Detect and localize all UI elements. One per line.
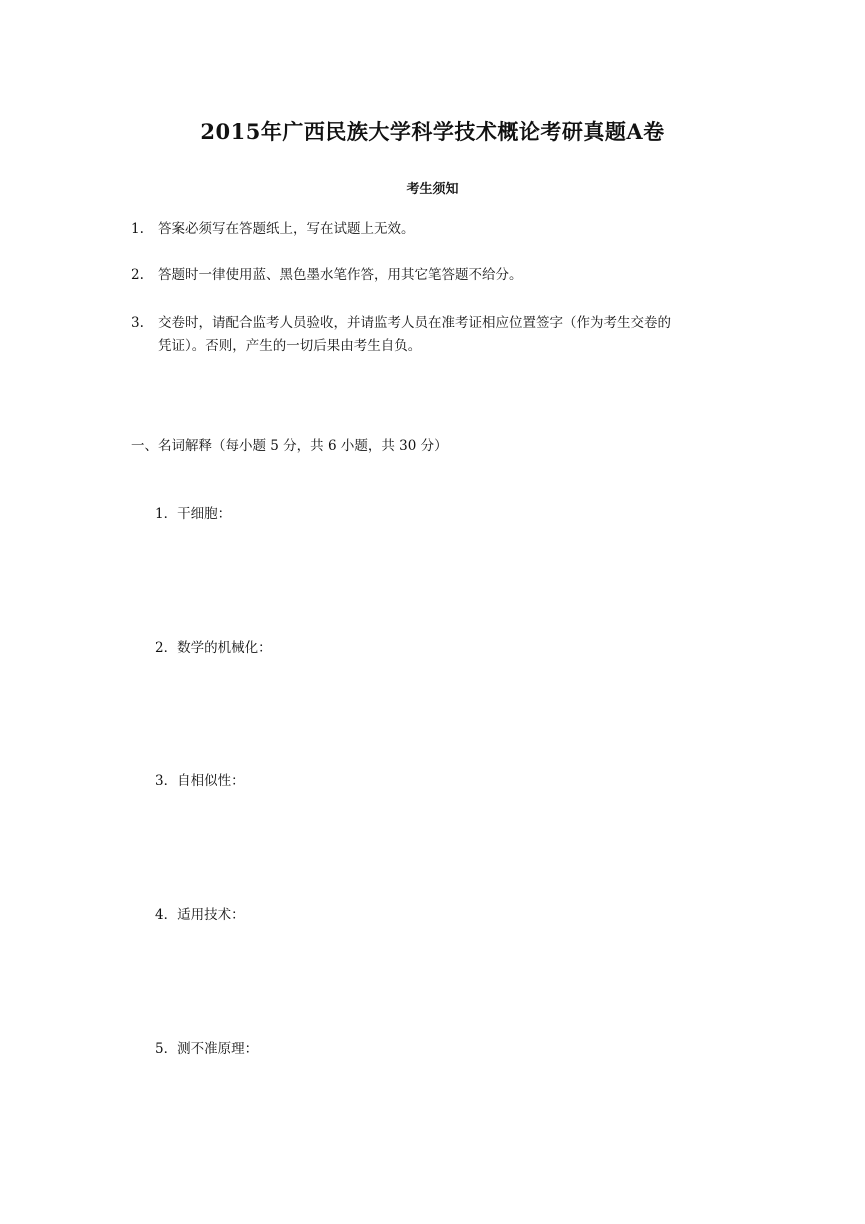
notice-item xyxy=(131,264,751,287)
section-heading: 一、名词解释（每小题 5 分，共 6 小题，共 30 分） xyxy=(131,438,448,454)
notice-item xyxy=(131,312,751,358)
notice-item-text: 交卷时，请配合监考人员验收，并请监考人员在准考证相应位置签字（作为考生交卷的 xyxy=(158,315,671,331)
notice-heading: 考生须知 xyxy=(406,182,459,197)
notice-item-continuation: 凭证）。否则，产生的一切后果由考生自负。 xyxy=(158,338,422,354)
question-term: 5．测不准原理： xyxy=(155,1041,259,1057)
question-term: 1．干细胞： xyxy=(155,506,232,522)
notice-item-number: 1. xyxy=(131,221,144,237)
question-term: 2．数学的机械化： xyxy=(155,640,272,656)
notice-item-text: 答案必须写在答题纸上，写在试题上无效。 xyxy=(158,221,415,237)
notice-item-text: 答题时一律使用蓝、黑色墨水笔作答，用其它笔答题不给分。 xyxy=(158,267,523,283)
question-term: 3．自相似性： xyxy=(155,773,245,789)
notice-item xyxy=(131,218,751,241)
notice-item-number: 3. xyxy=(131,315,144,331)
notice-item-number: 2. xyxy=(131,267,144,283)
page-title: 2015年广西民族大学科学技术概论考研真题A卷 xyxy=(200,119,665,144)
question-term: 4．适用技术： xyxy=(155,907,245,923)
